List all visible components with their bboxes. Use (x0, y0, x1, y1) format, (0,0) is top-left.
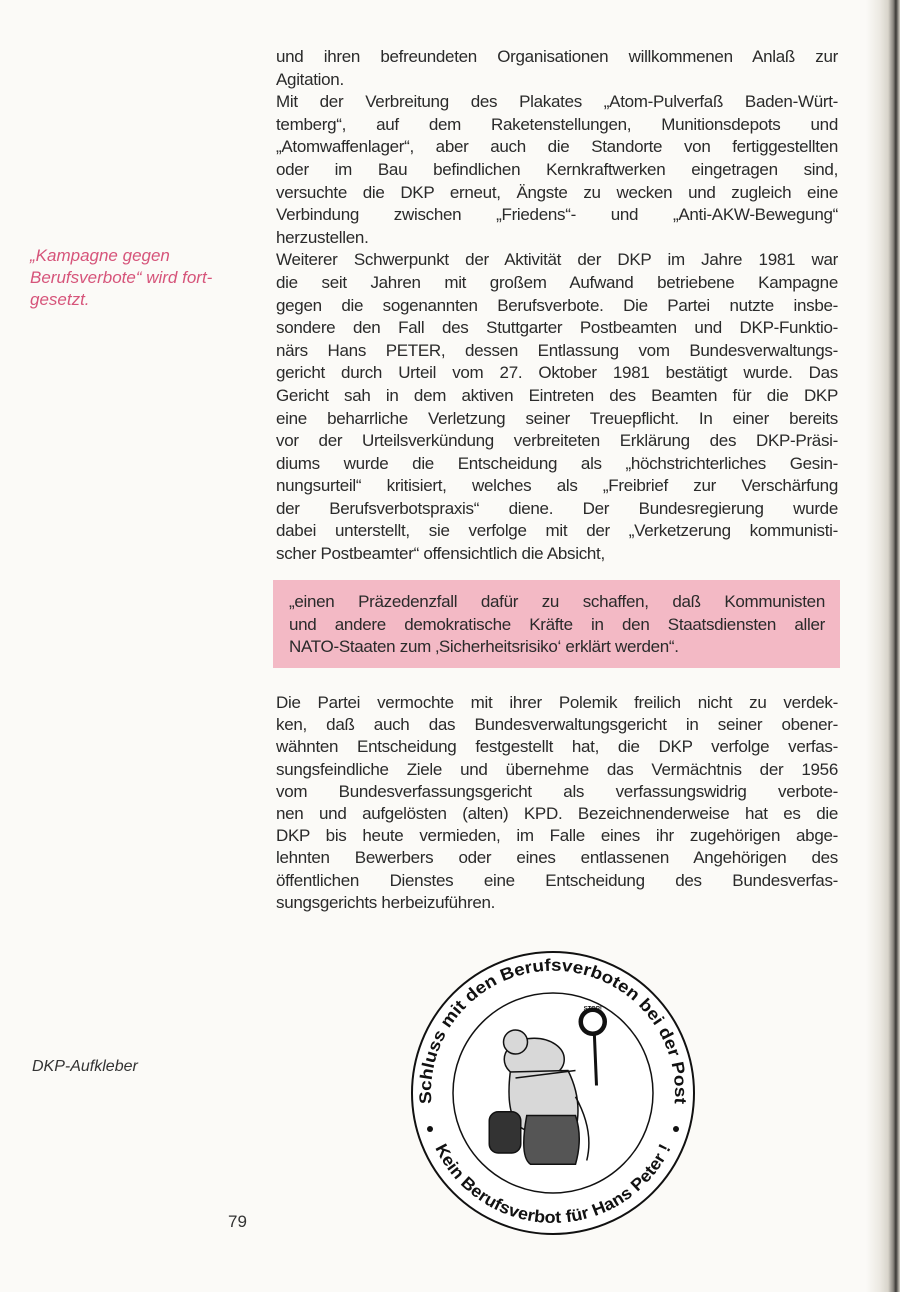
text-line: oder im Bau befindlichen Kernkraftwerken eingetragen sind, (276, 159, 838, 179)
text-line: Mit der Verbreitung des Plakates „Atom-Pulverfaß Baden-Würt- (276, 92, 838, 112)
sticker-top-text: Schluss mit den Berufsverboten bei der Post (415, 955, 691, 1105)
text-line: Die Partei vermochte mit ihrer Polemik freilich nicht zu verdek- (276, 693, 838, 712)
text-line: dabei unterstellt, sie verfolge mit der „Verketzerung kommunisti- (276, 521, 838, 541)
page-number: 79 (228, 1212, 247, 1231)
text-line: sondere den Fall des Stuttgarter Postbeamten und DKP-Funktio- (276, 318, 838, 338)
margin-note-line: Berufsverbote“ wird fort- (30, 268, 213, 287)
text-line: DKP bis heute vermieden, im Falle eines ihr zugehörigen abge- (276, 826, 838, 846)
sticker-bottom-text: Kein Berufsverbot für Hans Peter ! (431, 1140, 675, 1227)
text-line: der Berufsverbotspraxis“ diene. Der Bundesregierung wurde (276, 498, 838, 518)
text-line: närs Hans PETER, dessen Entlassung vom Bundesverwaltungs- (276, 340, 838, 360)
text-line: ken, daß auch das Bundesverwaltungsgericht in seiner obener- (276, 715, 838, 735)
text-line: sungsgerichts herbeizuführen. (276, 892, 496, 912)
margin-note (30, 245, 260, 311)
text-line: Gericht sah in dem aktiven Eintreten des Beamten für die DKP (276, 385, 838, 405)
text-line: öffentlichen Dienstes eine Entscheidung des Bundesverfas- (276, 870, 838, 890)
text-line: „einen Präzedenzfall dafür zu schaffen, daß Kommunisten (289, 592, 825, 611)
text-line: die seit Jahren mit großem Aufwand betriebene Kampagne (276, 272, 838, 292)
text-line: und andere demokratische Kräfte in den Staatsdiensten aller (289, 614, 825, 634)
text-line: nen und aufgelösten (alten) KPD. Bezeichnenderweise hat es die (276, 803, 838, 823)
text-line: sungsfeindliche Ziele und übernehme das Vermächtnis der 1956 (276, 759, 838, 779)
text-line: wähnten Entscheidung festgestellt hat, die DKP verfolge verfas- (276, 737, 838, 757)
dkp-sticker-image (408, 948, 698, 1238)
text-line: und ihren befreundeten Organisationen willkommenen Anlaß zur (276, 47, 838, 66)
margin-note-line: „Kampagne gegen (30, 246, 170, 265)
text-line: „Atomwaffenlager“, aber auch die Standorte von fertiggestellten (276, 137, 838, 157)
text-line: vor der Urteilsverkündung verbreiteten Erklärung des DKP-Präsi- (276, 431, 838, 451)
text-line: NATO-Staaten zum ‚Sicherheitsrisiko‘ erklärt werden“. (289, 637, 679, 657)
text-line: Weiterer Schwerpunkt der Aktivität der DKP im Jahre 1981 war (276, 250, 838, 270)
stop-sign-text: STOP! (583, 1006, 602, 1013)
text-line: Verbindung zwischen „Friedens“- und „Anti-AKW-Bewegung“ (276, 205, 838, 225)
text-line: lehnten Bewerbers oder eines entlassenen Angehörigen des (276, 848, 838, 868)
margin-note-line: gesetzt. (30, 290, 90, 309)
text-line: scher Postbeamter“ offensichtlich die Absicht, (276, 544, 605, 564)
text-line: gegen die sogenannten Berufsverbote. Die Partei nutzte insbe- (276, 295, 838, 315)
bullet-dot-icon (673, 1126, 679, 1132)
text-line: vom Bundesverfassungsgericht als verfassungswidrig verbote- (276, 781, 838, 801)
text-line: herzustellen. (276, 227, 369, 247)
text-line: versuchte die DKP erneut, Ängste zu wecken und zugleich eine (276, 182, 838, 202)
text-line: diums wurde die Entscheidung als „höchstrichterliches Gesin- (276, 453, 838, 473)
highlighted-quote (273, 580, 840, 668)
book-binding-shadow (866, 0, 900, 1292)
body-paragraph-conclusion (276, 692, 838, 914)
text-line: temberg“, auf dem Raketenstellungen, Munitionsdepots und (276, 114, 838, 134)
text-line: Agitation. (276, 69, 344, 89)
body-paragraphs (276, 46, 838, 566)
text-line: nungsurteil“ kritisiert, welches als „Freibrief zur Verschärfung (276, 476, 838, 496)
bullet-dot-icon (427, 1126, 433, 1132)
image-caption: DKP-Aufkleber (32, 1058, 138, 1075)
text-line: gericht durch Urteil vom 27. Oktober 1981 bestätigt wurde. Das (276, 363, 838, 383)
text-line: eine beharrliche Verletzung seiner Treuepflicht. In einer bereits (276, 408, 838, 428)
